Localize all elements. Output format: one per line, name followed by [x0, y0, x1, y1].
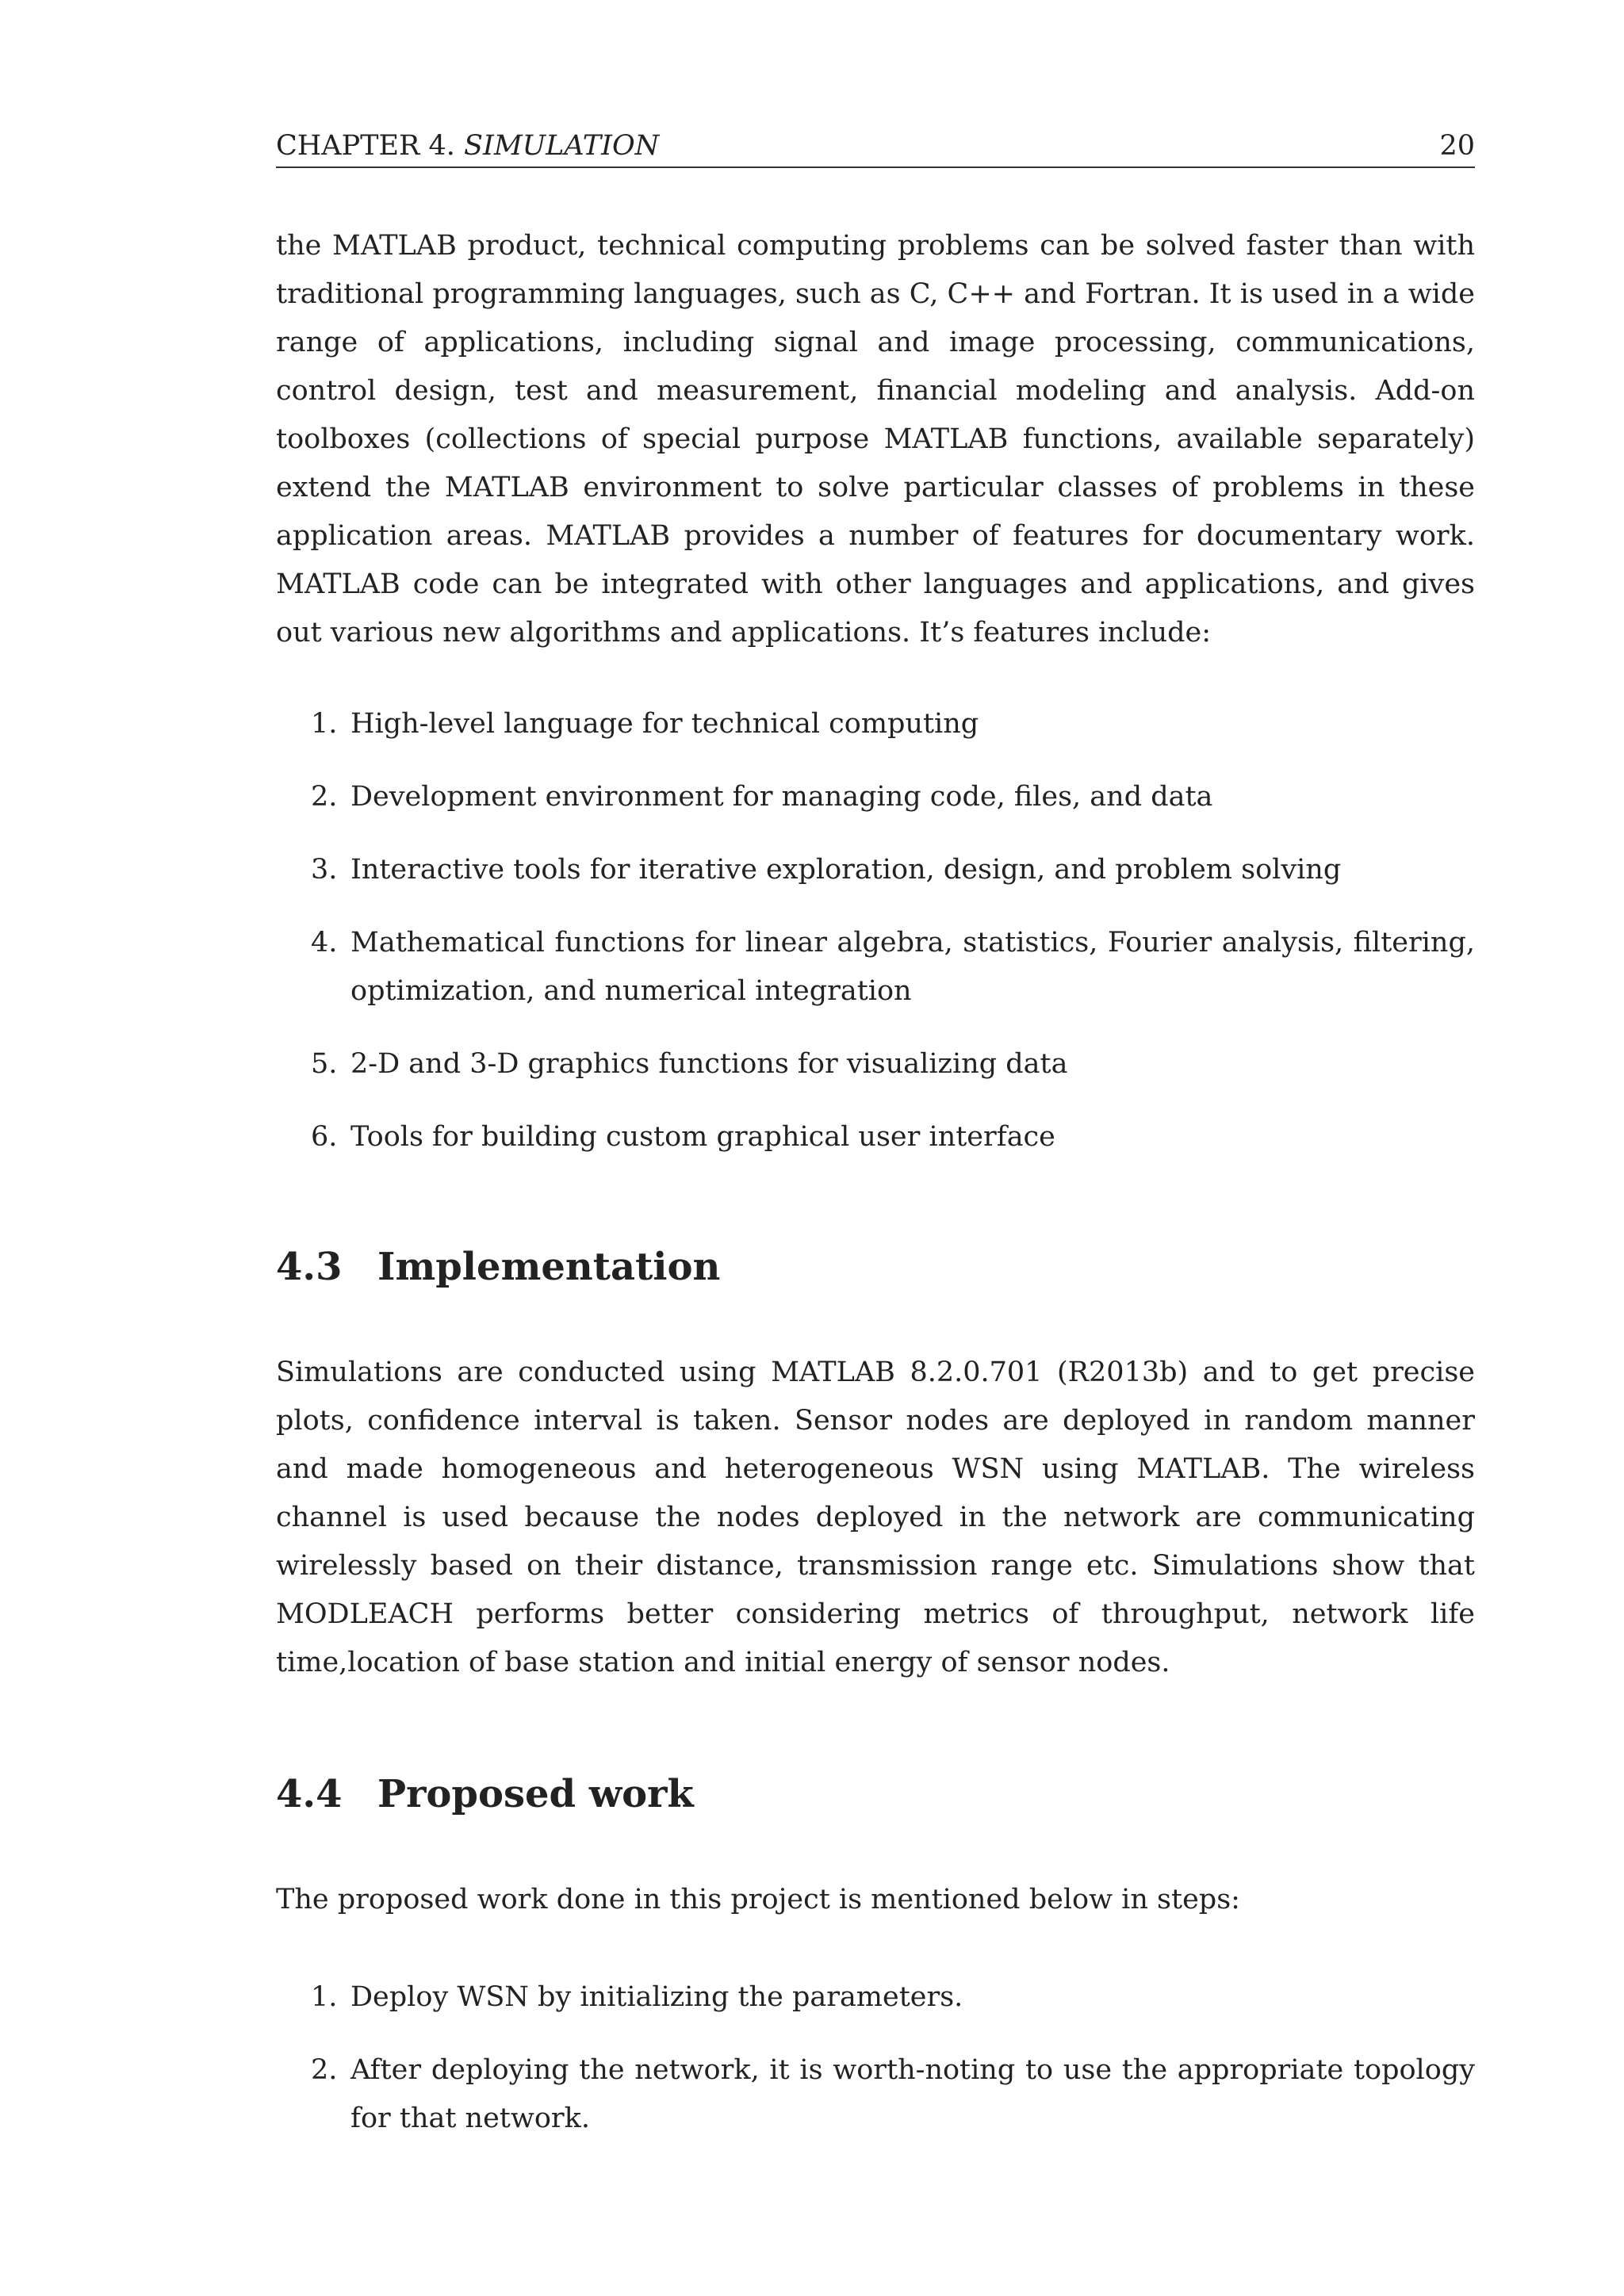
list-item-text: Development environment for managing code, files, and data: [350, 781, 1213, 813]
list-item: [276, 1040, 1475, 1089]
document-page: [276, 127, 1475, 2143]
section-heading-proposed-work: [276, 1770, 1475, 1819]
section-title: Implementation: [377, 1245, 721, 1289]
proposed-work-paragraph: The proposed work done in this project is mentioned below in steps:: [276, 1884, 1240, 1915]
chapter-title: SIMULATION: [464, 130, 660, 162]
list-item: [276, 773, 1475, 821]
list-item-text: 2-D and 3-D graphics functions for visualizing data: [350, 1048, 1068, 1080]
list-item-number: 4.: [311, 927, 338, 959]
section-number: 4.3: [276, 1245, 343, 1289]
page-number: 20: [1439, 130, 1475, 162]
list-item-number: 1.: [311, 708, 338, 740]
steps-list: [276, 1973, 1475, 2143]
intro-paragraph: the MATLAB product, technical computing problems can be solved faster than with traditional programming languages, such as C, C++ and Fortran. It is used in a wide range of applications, including signal and image processing, communications, control design, test and measurement, financial modeling and analysis. Add-on toolboxes (collections of special purpose MATLAB functions, available separately) extend the MATLAB environment to solve particular classes of problems in these application areas. MATLAB provides a number of features for documentary work. MATLAB code can be integrated with other languages and applications, and gives out various new algorithms and applications. It’s features include:: [276, 230, 1475, 649]
list-item-number: 3.: [311, 854, 338, 886]
chapter-label: CHAPTER 4.: [276, 130, 455, 162]
list-item-number: 2.: [311, 781, 338, 813]
list-item-text: High-level language for technical computing: [350, 708, 979, 740]
list-item-text: After deploying the network, it is worth-noting to use the appropriate topology for that network.: [350, 2054, 1475, 2134]
list-item-number: 1.: [311, 1981, 338, 2013]
list-item: [276, 846, 1475, 894]
section-title: Proposed work: [377, 1772, 694, 1816]
list-item: [276, 700, 1475, 748]
running-header: [276, 127, 1475, 168]
features-list: [276, 700, 1475, 1161]
list-item-number: 5.: [311, 1048, 338, 1080]
list-item-text: Deploy WSN by initializing the parameters.: [350, 1981, 963, 2013]
list-item: [276, 1973, 1475, 2022]
section-heading-implementation: [276, 1242, 1475, 1292]
list-item: [276, 1113, 1475, 1161]
list-item-text: Interactive tools for iterative exploration, design, and problem solving: [350, 854, 1342, 886]
implementation-paragraph: Simulations are conducted using MATLAB 8.2.0.701 (R2013b) and to get precise plots, confidence interval is taken. Sensor nodes are deployed in random manner and made homogeneous and heterogeneous WSN using MATLAB. The wireless channel is used because the nodes deployed in the network are communicating wirelessly based on their distance, transmission range etc. Simulations show that MODLEACH performs better considering metrics of throughput, network life time,location of base station and initial energy of sensor nodes.: [276, 1357, 1475, 1678]
list-item-text: Tools for building custom graphical user interface: [350, 1121, 1055, 1153]
chapter-heading: [276, 127, 659, 165]
list-item: [276, 2046, 1475, 2143]
list-item-text: Mathematical functions for linear algebra, statistics, Fourier analysis, filtering, optimization, and numerical integration: [350, 927, 1475, 1007]
section-number: 4.4: [276, 1772, 343, 1816]
list-item: [276, 919, 1475, 1016]
list-item-number: 6.: [311, 1121, 338, 1153]
list-item-number: 2.: [311, 2054, 338, 2086]
